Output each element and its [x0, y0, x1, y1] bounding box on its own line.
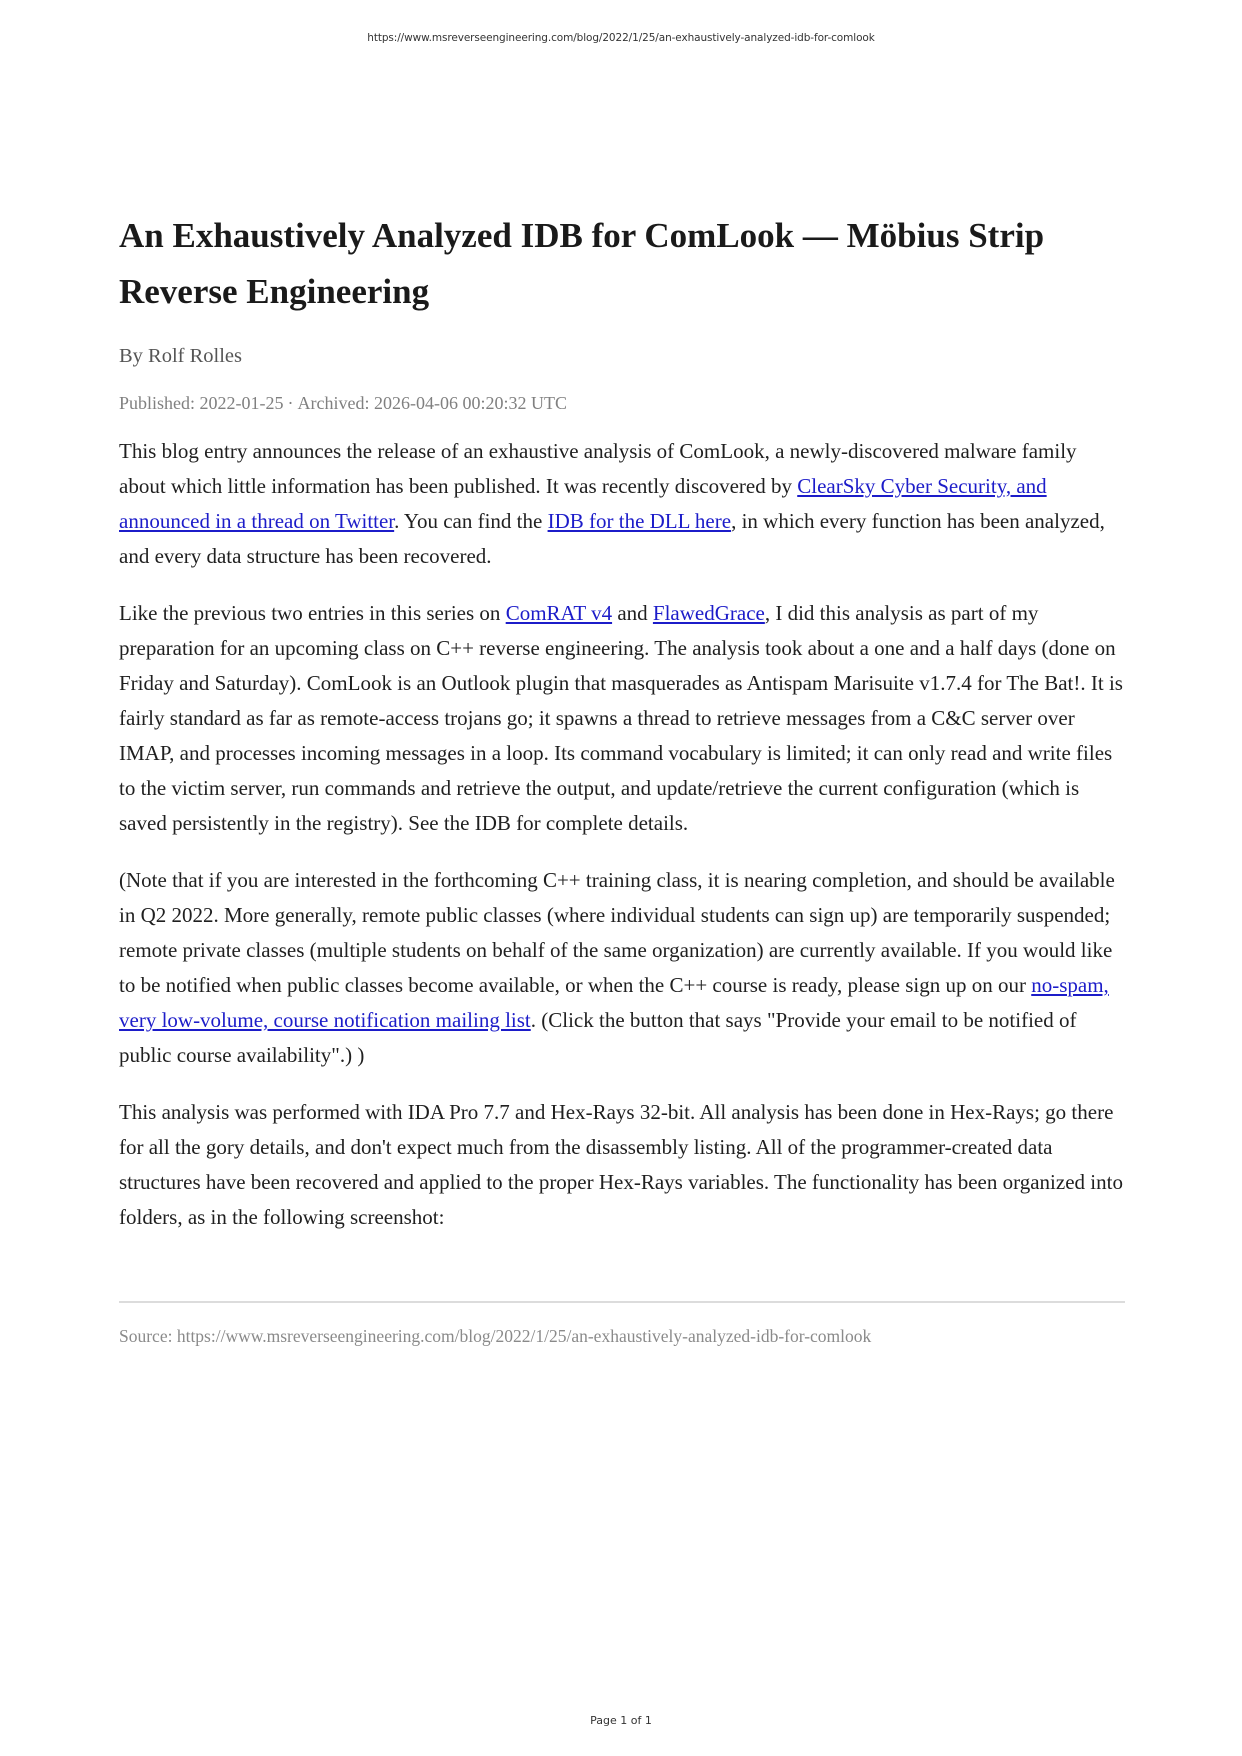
- divider: [119, 1301, 1125, 1303]
- archived-date: Archived: 2026-04-06 00:20:32 UTC: [297, 393, 567, 413]
- article: [119, 208, 1125, 1349]
- paragraph-analysis-details: This analysis was performed with IDA Pro 7.7 and Hex-Rays 32-bit. All analysis has been done in Hex-Rays; go there for all the gory details, and don't expect much from the disassembly listing. All of the programmer-created data structures have been recovered and applied to the proper Hex-Rays variables. The functionality has been organized into folders, as in the following screenshot:: [119, 1100, 1123, 1229]
- paragraph-intro: [119, 434, 1125, 574]
- source-url: Source: https://www.msreverseengineering.com/blog/2022/1/25/an-exhaustively-analyzed-idb-for-comlook: [119, 1326, 872, 1346]
- mailing-list-link[interactable]: no-spam, very low-volume, course notification mailing list: [119, 973, 1109, 1032]
- paragraph-text: . You can find the: [394, 509, 548, 533]
- publication-meta: [119, 390, 1125, 416]
- page-number: Page 1 of 1: [590, 1714, 652, 1727]
- paragraph-series: [119, 596, 1125, 841]
- paragraph-text: Like the previous two entries in this series on: [119, 601, 506, 625]
- page-header-url: https://www.msreverseengineering.com/blog/2022/1/25/an-exhaustively-analyzed-idb-for-comlook: [367, 32, 875, 44]
- paragraph-text: This blog entry announces the release of an exhaustive analysis of ComLook, a newly-discovered malware family about which little information has been published. It was recently discovered by: [119, 439, 1077, 498]
- flawedgrace-link[interactable]: FlawedGrace: [652, 601, 765, 625]
- comrat-v4-link[interactable]: ComRAT v4: [505, 601, 613, 625]
- paragraph-text: , in which every function has been analyzed, and every data structure has been recovered.: [119, 509, 1105, 568]
- meta-separator: ·: [287, 393, 294, 413]
- paragraph-training-note: [119, 863, 1125, 1073]
- paragraph-text: . (Click the button that says "Provide your email to be notified of public course availability".) ): [119, 1008, 1077, 1067]
- paragraph-text: , I did this analysis as part of my preparation for an upcoming class on C++ reverse engineering. The analysis took about a one and a half days (done on Friday and Saturday). ComLook is an Outlook plugin that masquerades as Antispam Marisuite v1.7.4 for The Bat!. It is fairly standard as far as remote-access trojans go; it spawns a thread to retrieve messages from a C&C server over IMAP, and processes incoming messages in a loop. Its command vocabulary is limited; it can only read and write files to the victim server, run commands and retrieve the output, and update/retrieve the current configuration (which is saved persistently in the registry). See the IDB for complete details.: [119, 601, 1123, 835]
- paragraph-text: and: [612, 601, 653, 625]
- idb-download-link[interactable]: IDB for the DLL here: [547, 509, 732, 533]
- article-title: An Exhaustively Analyzed IDB for ComLook — Möbius Strip Reverse Engineering: [119, 216, 1045, 311]
- byline: By Rolf Rolles: [119, 345, 243, 367]
- paragraph-text: (Note that if you are interested in the forthcoming C++ training class, it is nearing completion, and should be available in Q2 2022. More generally, remote public classes (where individual students can sign up) are temporarily suspended; remote private classes (multiple students on behalf of the same organization) are currently available. If you would like to be notified when public classes become available, or when the C++ course is ready, please sign up on our: [119, 868, 1115, 997]
- published-date: Published: 2022-01-25: [119, 393, 284, 413]
- clearsky-twitter-link[interactable]: ClearSky Cyber Security, and announced in a thread on Twitter: [119, 474, 1047, 533]
